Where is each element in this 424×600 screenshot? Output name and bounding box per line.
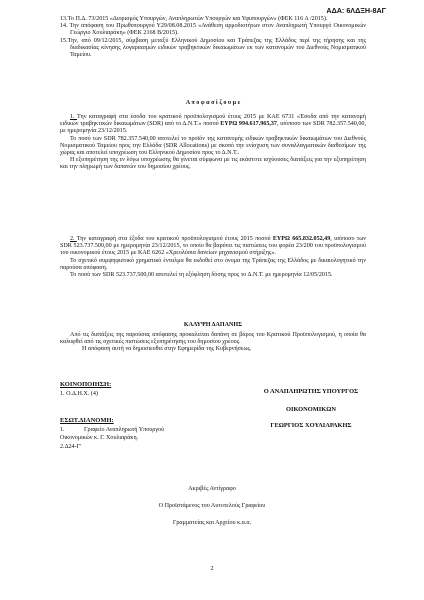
item-2-paragraph xyxy=(60,236,366,258)
internal-item-1-line-2: Οικονομικών κ. Γ. Χουλιαράκη. xyxy=(60,435,139,441)
cover-section xyxy=(60,332,366,354)
cover-paragraph-2: Η απόφαση αυτή να δημοσιευθεί στην Εφημερίδα της Κυβερνήσεως. xyxy=(82,346,252,353)
preamble xyxy=(60,16,366,59)
internal-distribution-heading: ΕΣΩΤ.ΔΙΑΝΟΜΗ: xyxy=(60,417,114,424)
item-1-text-end: , ισόποσο των SDR 782.357.540,00, με ημερομηνία 23/12/2015. xyxy=(60,121,366,135)
item-1-number: 1. xyxy=(70,114,78,120)
preamble-item-13: 13.Το Π.Δ. 73/2015 «Διορισμός Υπουργών, Αναπληρωτών Υπουργών και Υφυπουργών» (ΦΕΚ 116 Α /2015). xyxy=(60,16,328,22)
item-2-text: Την καταγραφή στα έξοδα του κρατικού προϋπολογισμού έτους 2015 ποσού xyxy=(76,236,273,242)
item-2-paragraph-3: Το ποσό των SDR 523.737.500,00 αποτελεί τη εξόφληση δόσης προς το Δ.Ν.Τ. με ημερομηνία 12/05/2015. xyxy=(70,272,333,279)
item-2-paragraph-2: Το σχετικό συμψηφιστικό χρηματικό ένταλμα θα εκδοθεί στο όνομα της Τράπεζας της Ελλάδος με δικαιολογητικό την παρούσα απόφαση. xyxy=(60,257,366,271)
item-2-number: 2. xyxy=(70,236,77,242)
item-2-text-end: , ισόποσο των SDR 523.737.500,00 με ημερομηνία 23/12/2015, το οποίο θα βαρύνει τις πιστώσεις του φορέα 23/200 του προϋπολογισμού του οικονομικού έτους 2015 με ΚΑΕ 6262 «Χρεολύσια δανείων μηχανισμού στήριξης». xyxy=(60,236,367,257)
item-1-paragraph-3: Η εξυπηρέτηση της εν λόγω υποχρέωσης θα γίνεται σύμφωνα με τις εκάστοτε ισχύουσες διατάξεις για την εξυπηρέτηση και την πληρωμή των δαπανών του δημοσίου χρέους. xyxy=(60,157,366,171)
certification-office: Γραμματείας και Αρχείου κ.α.α. xyxy=(172,520,252,526)
item-1-paragraph xyxy=(60,114,366,136)
document-code: ΑΔΑ: 6ΛΔΞΗ-8ΑΓ xyxy=(326,6,386,15)
preamble-item-14: 14. Την απόφαση του Πρωθυπουργού Υ29/08.08.2015 «Ανάθεση αρμοδιοτήτων στον Αναπληρωτή Υπουργό Οικονομικών Γεώργιο Χουλιαράκη» (ΦΕΚ 2168 Β/2015). xyxy=(60,23,366,37)
internal-item-1-line-1: Γραφείο Αναπληρωτή Υπουργού xyxy=(84,427,165,433)
distribution-heading: ΚΟΙΝΟΠΟΙΗΣΗ: xyxy=(60,381,112,388)
distribution-item-1: 1. Ο.Δ.Η.Χ. (4) xyxy=(60,391,98,397)
item-1-paragraph-2: Το ποσό των SDR 782.357.540,00 αποτελεί το προϊόν της κατανομής ειδικών τραβηκτικών δικαιωμάτων του Διεθνούς Νομισματικού Ταμείου προς την Ελλάδα (SDR Allocations) με σκοπό την ενίσχυση των συναλλαγματικών διαθεσίμων της χώρας και αποτελεί υποχρέωση του Ελληνικού Δημοσίου προς το Δ.Ν.Τ.. xyxy=(60,135,366,157)
internal-item-1-number: 1. xyxy=(60,427,65,433)
certification-officer: Ο Προϊστάμενος του Αυτοτελούς Γραφείου xyxy=(158,503,266,509)
signature-name: ΓΕΩΡΓΙΟΣ ΧΟΥΛΙΑΡΑΚΗΣ xyxy=(270,422,352,429)
signature-title: Ο ΑΝΑΠΛΗΡΩΤΗΣ ΥΠΟΥΡΓΟΣ xyxy=(263,388,359,395)
certified-copy: Ακριβές Αντίγραφο xyxy=(188,486,236,492)
item-2-amount: ΕΥΡΩ 665.832.052,49 xyxy=(272,236,331,242)
preamble-item-15: 15.Την, από 09/12/2015, σύμβαση μεταξύ Ελληνικού Δημοσίου και Τράπεζας της Ελλάδος περί της τήρησης και της διαδικασίας κίνησης λογαριασμών ειδικών τραβηκτικών δικαιωμάτων εκ των κατανομών του Διεθνούς Νομισματικού Ταμείου. xyxy=(60,37,366,59)
item-1-amount: ΕΥΡΩ 994.617.965,37 xyxy=(220,121,277,128)
item-1-text: Την καταγραφή στα έσοδα του κρατικού προϋπολογισμού έτους 2015 με ΚΑΕ 6731 «Έσοδα από την κατανομή ειδικών τραβηκτικών δικαιωμάτων (SDR) από το Δ.Ν.Τ.» ποσού xyxy=(60,114,366,128)
signature-ministry: ΟΙΚΟΝΟΜΙΚΩΝ xyxy=(286,406,336,413)
item-2 xyxy=(60,236,366,279)
page-number: 2 xyxy=(210,566,214,572)
cover-heading: ΚΑΛΥΨΗ ΔΑΠΑΝΗΣ xyxy=(183,322,243,328)
item-1 xyxy=(60,114,366,172)
internal-item-2: 2.Δ24-Γ' xyxy=(60,444,82,450)
cover-paragraph-1: Από τις διατάξεις της παρούσας απόφασης προκαλείται δαπάνη σε βάρος του Κρατικού Προϋπολογισμού, η οποία θα καλυφθεί από τις σχετικές πιστώσεις εξυπηρέτησης του δημοσίου χρέους. xyxy=(60,332,366,346)
decision-heading: Α π ο φ α σ ί ζ ο υ μ ε xyxy=(185,100,241,106)
